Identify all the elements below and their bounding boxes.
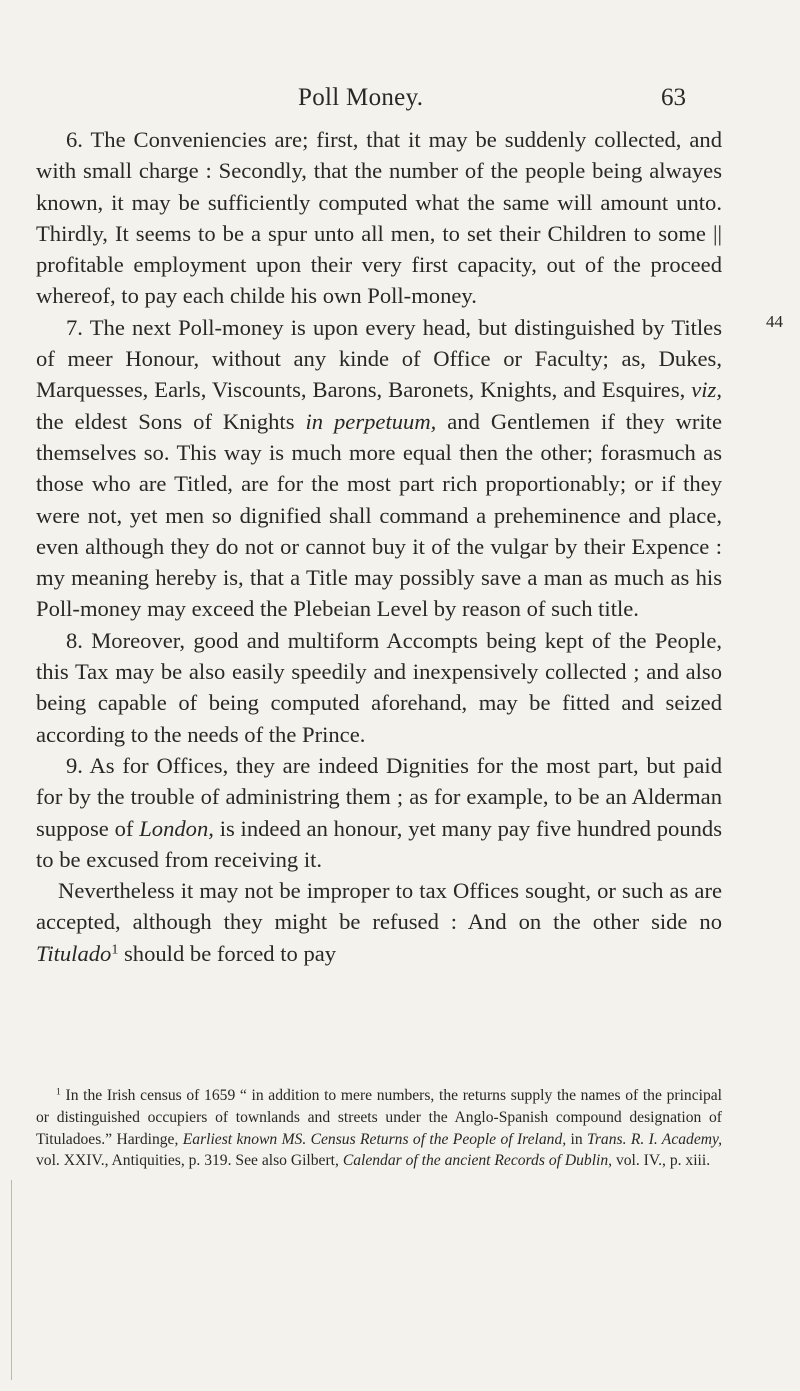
main-text [36, 124, 722, 969]
footnote [36, 1085, 722, 1172]
paragraph-10 [36, 875, 722, 969]
footnote-text-d: vol. IV., p. xiii. [612, 1152, 711, 1170]
footnote-title-calendar: Calendar of the ancient Records of Dublin, [342, 1152, 613, 1170]
footnote-text-c: vol. XXIV., Antiquities, p. 319. See also Gilbert, [36, 1152, 343, 1170]
paragraph-6-text-b: profitable employment upon their very first capacity, out of the proceed whereof, to pay each childe his own Poll-money. [36, 252, 722, 309]
footnote-text [36, 1085, 722, 1172]
paragraph-8: 8. Moreover, good and multiform Accompts being kept of the People, this Tax may be also easily speedily and inexpensively collected ; and also being capable of being computed aforehand, may be fitted and seized according to the needs of the Prince. [36, 627, 722, 747]
in-perpetuum-italic: in perpetuum, [305, 408, 437, 434]
footnote-text-b: in [566, 1130, 588, 1148]
running-title: Poll Money. [298, 84, 424, 111]
paragraph-10-text-a: Nevertheless it may not be improper to tax Offices sought, or such as are accepted, although they might be refused : And on the other side no [36, 878, 722, 935]
paragraph-7 [36, 312, 722, 625]
scan-edge-line [11, 1180, 12, 1380]
paragraph-9-text-a: 9. As for Offices, they are indeed Dignities for the most part, but paid for by the trouble of administring them ; as for example, to be an Alderman suppose of [36, 752, 722, 841]
paragraph-10-text-b: should be forced to pay [118, 940, 337, 966]
viz-italic: viz, [691, 377, 722, 403]
footnote-title-census: Earliest known MS. Census Returns of the People of Ireland, [182, 1130, 567, 1148]
footnote-reference: 1 [111, 942, 119, 958]
london-italic: London, [139, 815, 214, 841]
paragraph-7-text-b: the eldest Sons of Knights [36, 408, 306, 434]
footnote-journal: Trans. R. I. Academy, [587, 1130, 722, 1148]
footnote-mark: 1 [56, 1086, 61, 1098]
page-header [0, 84, 800, 118]
paragraph-7-text-c: and Gentlemen if they write themselves so. This way is much more equal then the other; forasmuch as those who are Titled, are for the most part rich proportionably; or if they were not, yet men so dignified shall command a preheminence and place, even although they do not or cannot buy it of the vulgar by their Expence : my meaning hereby is, that a Title may possibly save a man as much as his Poll-money may exceed the Plebeian Level by reason of such title. [36, 408, 722, 622]
page-number: 63 [661, 84, 686, 111]
paragraph-7-text-a: 7. The next Poll-money is upon every head, but distinguished by Titles of meer Honour, without any kinde of Office or Faculty; as, Dukes, Marquesses, Earls, Viscounts, Barons, Baronets, Knights, and Esquires, [36, 314, 722, 403]
paragraph-6 [36, 124, 722, 312]
titulado-italic: Titulado [36, 940, 112, 966]
margin-note: 44 [766, 312, 783, 331]
footnote-text-a: In the Irish census of 1659 “ in addition to mere numbers, the returns supply the names of the principal or distinguished occupiers of townlands and streets under the Anglo-Spanish compound designation of Tituladoes.” Hardinge, [36, 1087, 722, 1148]
column-separator: || [712, 220, 722, 246]
paragraph-9 [36, 750, 722, 875]
paragraph-9-text-b: is indeed an honour, yet many pay five hundred pounds to be excused from receiving it. [36, 815, 723, 872]
paragraph-6-text-a: 6. The Conveniencies are; first, that it may be suddenly collected, and with small charge : Secondly, that the number of the people being alwayes known, it may be sufficiently computed what the same will amount unto. Thirdly, It seems to be a spur unto all men, to set their Children to some [36, 127, 722, 246]
